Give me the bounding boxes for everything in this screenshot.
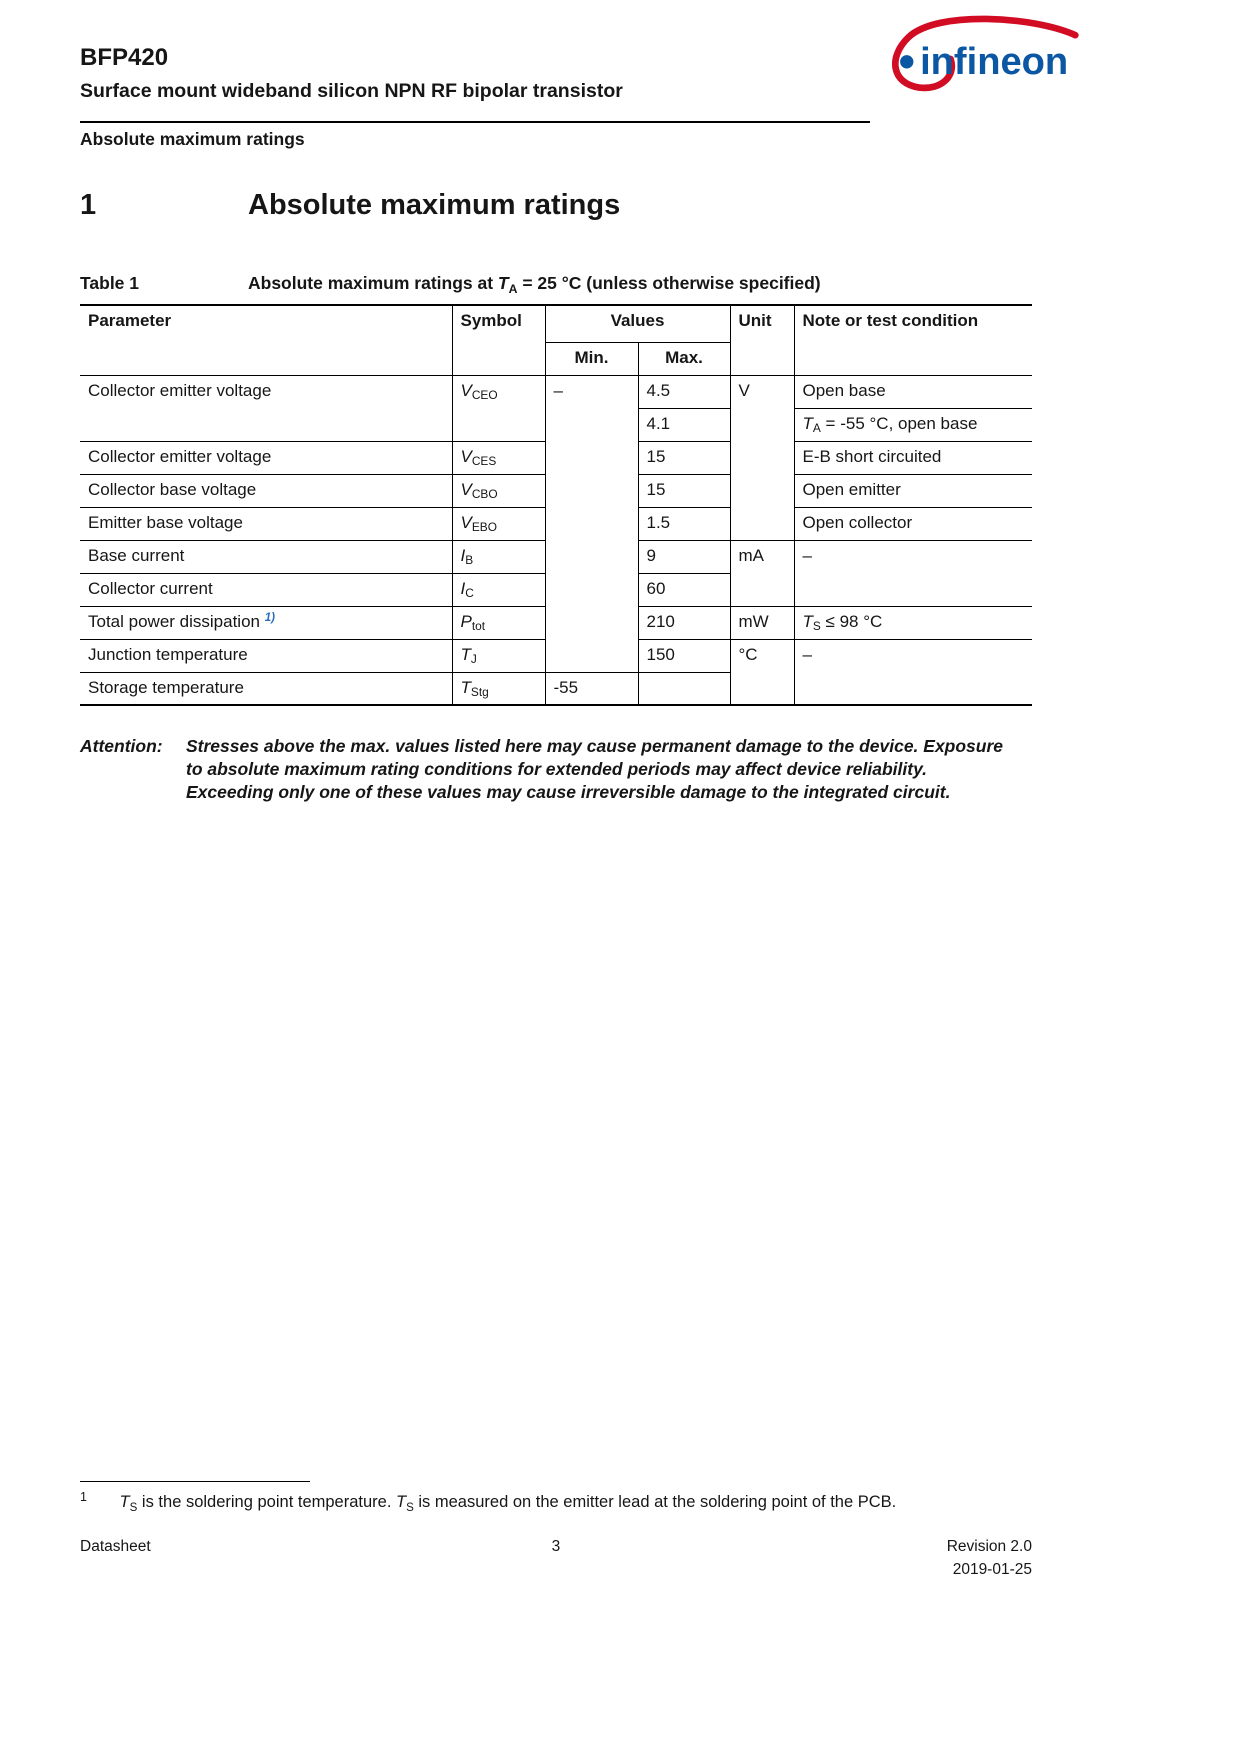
text-part: is measured on the emitter lead at the soldering point of the PCB.: [413, 1493, 897, 1511]
cell-parameter: [80, 672, 452, 705]
text-part: Collector emitter voltage: [88, 380, 272, 400]
text-part: Open base: [802, 380, 886, 400]
cell-parameter: [80, 573, 452, 606]
ratings-table-head: [80, 305, 1032, 375]
text-part: S: [406, 1501, 414, 1514]
footnote-ref-link[interactable]: 1): [264, 612, 275, 625]
cell-note: [794, 639, 1032, 705]
text-part: 15: [646, 479, 666, 499]
table-caption-text: [248, 273, 821, 297]
cell-parameter: [80, 441, 452, 474]
footer-row: [80, 1538, 1032, 1556]
text-part: 1.5: [646, 512, 671, 532]
text-part: 60: [646, 578, 666, 598]
text-part: CBO: [471, 487, 498, 502]
table-row: [80, 375, 1032, 408]
footer-page-number: 3: [551, 1538, 561, 1555]
col-header-unit: Unit: [730, 305, 794, 375]
text-part: is the soldering point temperature.: [137, 1493, 396, 1511]
cell-max: [638, 375, 730, 408]
text-part: EBO: [471, 520, 497, 535]
infineon-logo-svg: [882, 10, 1082, 106]
product-subtitle: Surface mount wideband silicon NPN RF bipolar transistor: [80, 80, 623, 102]
text-part: –: [802, 644, 812, 664]
text-part: Base current: [88, 545, 185, 565]
cell-note: [794, 408, 1032, 441]
cell-symbol: [452, 573, 545, 606]
text-part: 9: [646, 545, 656, 565]
cell-unit: [730, 606, 794, 639]
footer-doc-type: Datasheet: [80, 1538, 151, 1555]
footer-date: 2019-01-25: [952, 1561, 1032, 1578]
text-part: V: [738, 380, 750, 400]
col-header-values: Values: [545, 305, 730, 342]
text-part: Open collector: [802, 512, 913, 532]
text-part: 4.5: [646, 380, 671, 400]
text-part: Absolute maximum ratings at: [248, 273, 498, 293]
text-part: Collector base voltage: [88, 479, 257, 499]
text-part: A: [508, 282, 518, 297]
text-part: CES: [471, 454, 497, 469]
ratings-table: [80, 304, 1032, 706]
col-header-max: Max.: [638, 342, 730, 375]
text-part: CEO: [471, 388, 498, 403]
cell-note: [794, 540, 1032, 606]
cell-note: [794, 441, 1032, 474]
cell-symbol: [452, 540, 545, 573]
text-part: T: [497, 273, 509, 293]
cell-symbol: [452, 639, 545, 672]
section-number: 1: [80, 189, 97, 221]
product-name: BFP420: [80, 44, 169, 71]
cell-max: [638, 639, 730, 672]
text-part: Stg: [470, 685, 489, 700]
text-part: 15: [646, 446, 666, 466]
cell-symbol: [452, 507, 545, 540]
col-header-parameter: Parameter: [80, 305, 452, 375]
cell-max: [638, 606, 730, 639]
text-part: Collector emitter voltage: [88, 446, 272, 466]
footnote-rule: [80, 1481, 310, 1482]
cell-symbol: [452, 672, 545, 705]
col-header-symbol: Symbol: [452, 305, 545, 375]
cell-note: [794, 507, 1032, 540]
text-part: Storage temperature: [88, 677, 244, 697]
cell-symbol: [452, 474, 545, 507]
cell-max: [638, 573, 730, 606]
cell-parameter: [80, 540, 452, 573]
cell-parameter: [80, 639, 452, 672]
page-footer: [80, 1538, 1032, 1579]
footnote: [80, 1490, 1032, 1512]
text-part: Emitter base voltage: [88, 512, 243, 532]
text-part: 150: [646, 644, 675, 664]
cell-note: [794, 606, 1032, 639]
cell-unit: [730, 639, 794, 705]
cell-unit: [730, 540, 794, 606]
table-caption-label: Table 1: [80, 273, 140, 293]
logo-wordmark: infineon: [920, 41, 1069, 84]
text-part: ≤ 98 °C: [820, 611, 883, 631]
text-part: S: [129, 1501, 138, 1514]
attention-text: Stresses above the max. values listed here may cause permanent damage to the device. Exposure to absolute maximum rating conditions for extended periods may affect device reliability. Exceeding only one of these values may cause irreversible damage to the integrated circuit.: [186, 736, 1004, 802]
text-part: P: [460, 611, 472, 631]
text-part: 4.1: [646, 413, 671, 433]
cell-parameter: [80, 375, 452, 441]
text-part: V: [460, 479, 472, 499]
table-caption: [80, 273, 821, 297]
cell-note: [794, 474, 1032, 507]
text-part: V: [460, 380, 472, 400]
cell-symbol: [452, 375, 545, 441]
cell-max: [638, 672, 730, 705]
text-part: A: [812, 421, 821, 436]
cell-max: [638, 540, 730, 573]
col-header-note: Note or test condition: [794, 305, 1032, 375]
text-part: T: [460, 644, 471, 664]
text-part: -55: [553, 677, 579, 697]
col-header-min: Min.: [545, 342, 638, 375]
header-rule: [80, 121, 870, 123]
text-part: B: [465, 553, 474, 568]
footer-revision: Revision 2.0: [946, 1538, 1032, 1555]
cell-unit: [730, 375, 794, 540]
ratings-table-body: [80, 375, 1032, 705]
text-part: S: [812, 619, 821, 634]
logo-dot-icon: [900, 55, 913, 68]
text-part: –: [802, 545, 812, 565]
cell-symbol: [452, 606, 545, 639]
text-part: T: [460, 677, 471, 697]
text-part: Collector current: [88, 578, 213, 598]
cell-parameter: [80, 474, 452, 507]
infineon-logo: [882, 10, 1082, 108]
cell-max: [638, 474, 730, 507]
running-section-label: Absolute maximum ratings: [80, 129, 305, 149]
footnote-marker: 1: [80, 1490, 87, 1504]
text-part: J: [470, 652, 477, 667]
text-part: T: [119, 1493, 130, 1511]
section-heading: [80, 189, 620, 222]
text-part: T: [802, 611, 813, 631]
cell-max: [638, 408, 730, 441]
text-part: –: [553, 380, 563, 400]
text-part: = 25 °C (unless otherwise specified): [517, 273, 821, 293]
cell-parameter: [80, 606, 452, 639]
text-part: °C: [738, 644, 758, 664]
text-part: mA: [738, 545, 764, 565]
text-part: V: [460, 446, 472, 466]
section-title: Absolute maximum ratings: [248, 189, 621, 221]
attention-block: [80, 735, 1018, 803]
text-part: 210: [646, 611, 675, 631]
cell-max: [638, 441, 730, 474]
table-header-row: [80, 305, 1032, 342]
text-part: E-B short circuited: [802, 446, 942, 466]
text-part: = -55 °C, open base: [820, 413, 978, 433]
text-part: C: [465, 586, 474, 601]
cell-min: [545, 672, 638, 705]
text-part: tot: [471, 619, 486, 634]
text-part: Total power dissipation: [88, 611, 265, 631]
text-part: T: [802, 413, 813, 433]
text-part: I: [460, 545, 466, 565]
cell-max: [638, 507, 730, 540]
cell-min: [545, 375, 638, 672]
text-part: Junction temperature: [88, 644, 248, 664]
text-part: I: [460, 578, 466, 598]
cell-note: [794, 375, 1032, 408]
footnote-text: [119, 1493, 897, 1514]
text-part: mW: [738, 611, 769, 631]
text-part: Open emitter: [802, 479, 901, 499]
text-part: V: [460, 512, 472, 532]
cell-parameter: [80, 507, 452, 540]
text-part: T: [396, 1493, 407, 1511]
attention-label: Attention:: [80, 736, 163, 756]
cell-symbol: [452, 441, 545, 474]
